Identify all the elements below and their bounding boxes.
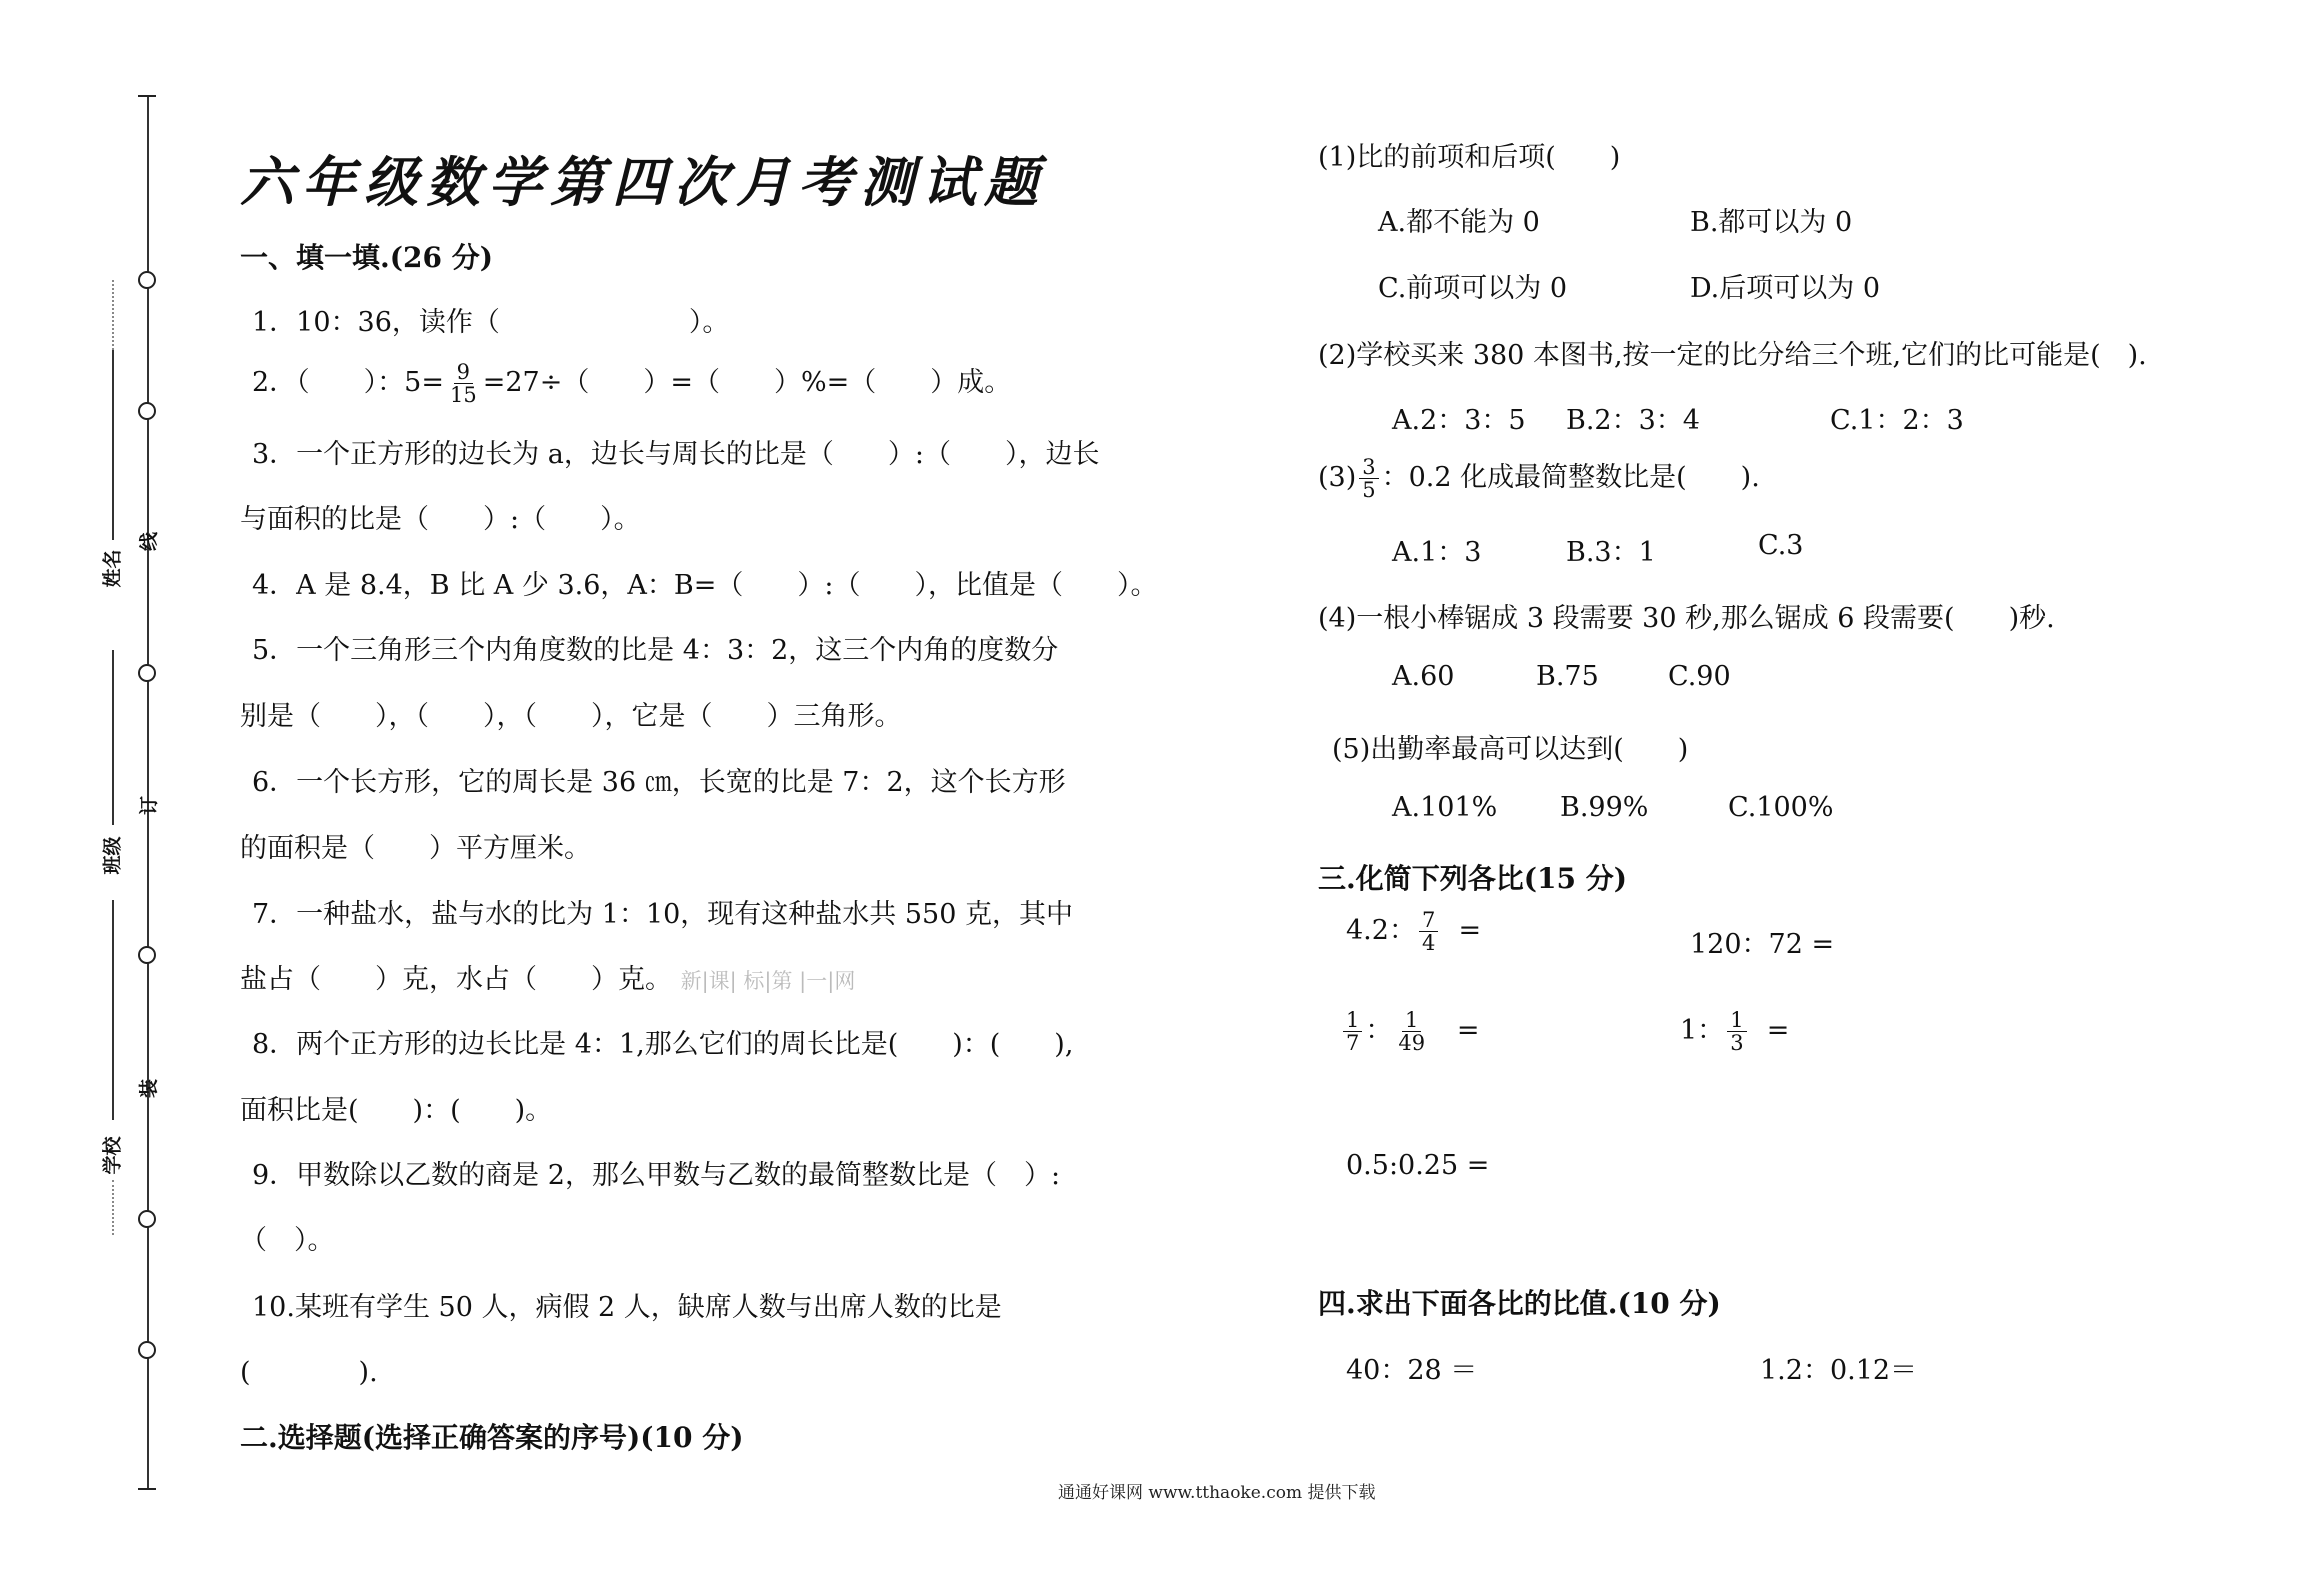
- question-8-line-2: 面积比是( )：( )。: [240, 1095, 553, 1126]
- fraction-numerator: 1: [1343, 1009, 1362, 1032]
- fraction-numerator: 9: [454, 361, 473, 384]
- choice-4-question: (4)一根小棒锯成 3 段需要 30 秒,那么锯成 6 段需要( )秒.: [1318, 603, 2055, 634]
- class-label: 班级: [101, 836, 124, 875]
- simplify-1-prefix: 4.2：: [1346, 915, 1416, 946]
- section-1-heading: 一、填一填.(26 分): [240, 241, 493, 274]
- question-3-line-1: 3．一个正方形的边长为 a，边长与周长的比是（ ）:（ ），边长: [252, 439, 1100, 470]
- fraction-denominator: 3: [1730, 1031, 1744, 1055]
- question-6-line-2: 的面积是（ ）平方厘米。: [240, 833, 591, 864]
- name-field-line: [112, 350, 114, 540]
- fraction: [1343, 1009, 1362, 1054]
- binding-tick: [138, 95, 156, 97]
- question-5-line-1: 5．一个三角形三个内角度数的比是 4：3：2，这三个内角的度数分: [252, 635, 1059, 666]
- ratio-separator: ：: [1365, 1015, 1393, 1046]
- question-7-line-1: 7．一种盐水，盐与水的比为 1：10，现有这种盐水共 550 克，其中: [252, 899, 1073, 930]
- question-9-line-2: （ ）。: [240, 1225, 335, 1256]
- question-2: [252, 360, 1011, 406]
- simplify-4-prefix: 1：: [1680, 1015, 1725, 1046]
- fraction-numerator: 1: [1402, 1009, 1421, 1032]
- choice-3-prefix: (3): [1318, 462, 1357, 493]
- fraction: [1395, 1009, 1428, 1054]
- choice-5-option-b: B.99%: [1560, 792, 1649, 823]
- choice-2-option-b: B.2：3：4: [1566, 405, 1700, 436]
- question-8-line-1: 8．两个正方形的边长比是 4：1,那么它们的周长比是( )：( ),: [252, 1029, 1074, 1060]
- choice-3-option-c: C.3: [1758, 530, 1804, 561]
- choice-4-option-a: A.60: [1392, 661, 1455, 692]
- ratio-value-2: 1.2：0.12＝: [1760, 1355, 1918, 1386]
- page-title: 六年级数学第四次月考测试题: [240, 150, 1046, 214]
- footer-credit: 通通好课网 www.tthaoke.com 提供下载: [1058, 1483, 1376, 1503]
- question-5-line-2: 别是（ ），（ ），（ ），它是（ ）三角形。: [240, 701, 902, 732]
- choice-1-option-d: D.后项可以为 0: [1690, 273, 1881, 304]
- choice-1-question: (1)比的前项和后项( ): [1318, 142, 1621, 173]
- binding-line: [147, 95, 149, 1490]
- school-field-dots: [112, 1180, 114, 1235]
- choice-4-option-b: B.75: [1536, 661, 1599, 692]
- fraction-denominator: 7: [1346, 1031, 1360, 1055]
- choice-5-question: (5)出勤率最高可以达到( ): [1332, 734, 1689, 765]
- simplify-4: [1680, 1008, 1789, 1054]
- simplify-3-equals: =: [1456, 1015, 1480, 1046]
- choice-3-text: ：0.2 化成最简整数比是( ).: [1381, 462, 1760, 493]
- simplify-1-equals: =: [1458, 915, 1482, 946]
- choice-2-option-c: C.1：2：3: [1830, 405, 1964, 436]
- simplify-3: [1340, 1008, 1479, 1054]
- fraction: [1419, 909, 1438, 954]
- binding-hole: [138, 402, 156, 420]
- question-4: 4．A 是 8.4，B 比 A 少 3.6，A：B=（ ）:（ ），比值是（ ）。: [252, 570, 1158, 601]
- name-label: 姓名: [101, 549, 124, 588]
- question-10-line-1: 10.某班有学生 50 人，病假 2 人，缺席人数与出席人数的比是: [252, 1292, 1002, 1323]
- question-10-line-2: ( ).: [240, 1357, 378, 1388]
- question-1: 1．10：36，读作（ ）。: [252, 307, 730, 338]
- fraction-numerator: 3: [1359, 456, 1378, 479]
- choice-1-option-b: B.都可以为 0: [1690, 207, 1853, 238]
- fraction: [1359, 456, 1378, 501]
- question-9-line-1: 9．甲数除以乙数的商是 2，那么甲数与乙数的最简整数比是（ ）:: [252, 1160, 1061, 1191]
- binding-tick: [138, 1488, 156, 1490]
- fraction: [1727, 1009, 1746, 1054]
- choice-5-option-c: C.100%: [1728, 792, 1834, 823]
- choice-3-question: [1318, 455, 1760, 501]
- fraction-denominator: 5: [1362, 478, 1376, 502]
- binding-mark-order: 订: [138, 795, 161, 816]
- watermark-text: 新|课| 标|第 |一|网: [680, 969, 856, 993]
- choice-3-option-a: A.1：3: [1392, 537, 1482, 568]
- binding-hole: [138, 1210, 156, 1228]
- question-3-line-2: 与面积的比是（ ）:（ ）。: [240, 504, 641, 535]
- simplify-1: [1346, 908, 1481, 954]
- binding-hole: [138, 946, 156, 964]
- choice-1-option-a: A.都不能为 0: [1378, 207, 1540, 238]
- section-4-heading: 四.求出下面各比的比值.(10 分): [1318, 1287, 1721, 1320]
- section-3-heading: 三.化简下列各比(15 分): [1318, 862, 1627, 895]
- fraction-numerator: 7: [1419, 909, 1438, 932]
- binding-mark-bind: 装: [138, 1078, 161, 1099]
- question-6-line-1: 6．一个长方形，它的周长是 36 ㎝，长宽的比是 7：2，这个长方形: [252, 767, 1066, 798]
- school-label: 学校: [101, 1136, 124, 1175]
- class-field-line: [112, 650, 114, 825]
- fraction-denominator: 15: [449, 383, 477, 407]
- question-7-line-2: [240, 957, 855, 996]
- ratio-value-1: 40：28 ＝: [1346, 1355, 1478, 1386]
- question-2-part-b: =27÷（ ）=（ ）%=（ ）成。: [482, 367, 1012, 398]
- binding-mark-line: 线: [138, 531, 161, 552]
- choice-5-option-a: A.101%: [1392, 792, 1498, 823]
- simplify-4-equals: =: [1766, 1015, 1790, 1046]
- simplify-5: 0.5:0.25 =: [1346, 1150, 1490, 1181]
- choice-2-option-a: A.2：3：5: [1392, 405, 1526, 436]
- choice-1-option-c: C.前项可以为 0: [1378, 273, 1568, 304]
- choice-4-option-c: C.90: [1668, 661, 1731, 692]
- fraction-denominator: 4: [1421, 931, 1436, 955]
- binding-hole: [138, 271, 156, 289]
- name-field-dots: [112, 280, 114, 350]
- simplify-2: 120：72 =: [1690, 929, 1835, 960]
- section-2-heading: 二.选择题(选择正确答案的序号)(10 分): [240, 1421, 744, 1454]
- choice-2-question: (2)学校买来 380 本图书,按一定的比分给三个班,它们的比可能是( ).: [1318, 340, 2147, 371]
- binding-hole: [138, 1341, 156, 1359]
- fraction-numerator: 1: [1727, 1009, 1746, 1032]
- school-field-line: [112, 900, 114, 1120]
- choice-3-option-b: B.3：1: [1566, 537, 1656, 568]
- fraction-denominator: 49: [1398, 1031, 1426, 1055]
- question-7-text: 盐占（ ）克，水占（ ）克。: [240, 964, 672, 995]
- fraction: [447, 361, 480, 406]
- question-2-part-a: 2．（ ）：5=: [252, 367, 444, 398]
- binding-hole: [138, 664, 156, 682]
